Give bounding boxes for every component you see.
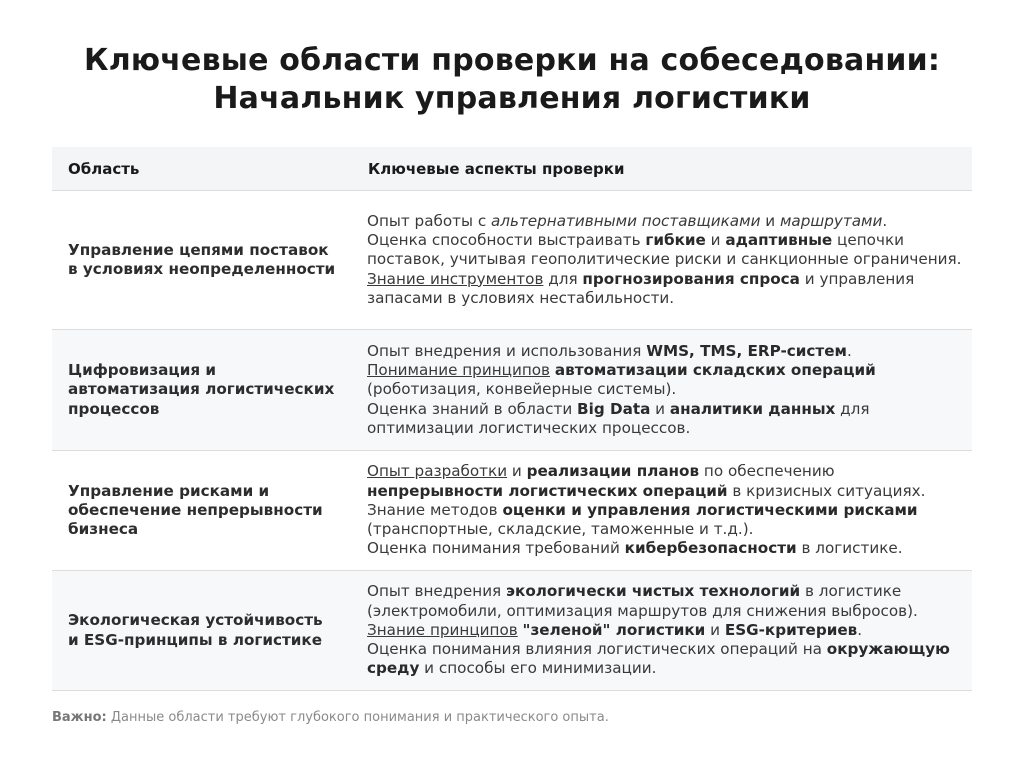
aspect-text: Опыт внедрения	[367, 582, 507, 601]
table-row	[52, 330, 972, 451]
header-aspects: Ключевые аспекты проверки	[352, 147, 972, 191]
aspect-text: Опыт работы с	[367, 211, 491, 230]
aspect-text: Оценка понимания влияния логистических операций на	[367, 640, 827, 659]
aspect-text: Big Data	[577, 399, 651, 418]
aspects-cell	[352, 571, 972, 691]
table-row	[52, 191, 972, 330]
interview-areas-table	[52, 147, 972, 691]
aspect-line	[367, 582, 966, 620]
aspect-text: и	[507, 462, 527, 481]
aspect-text: Оценка знаний в области	[367, 399, 578, 418]
aspect-text: адаптивные	[725, 231, 833, 250]
aspect-text: и	[650, 399, 670, 418]
page-title	[0, 42, 1024, 118]
aspect-line	[367, 342, 966, 361]
aspect-text: цепочки поставок, учитывая геополитические риски и санкционные ограничения.	[367, 231, 962, 269]
table-row	[52, 571, 972, 691]
aspect-text: WMS, TMS, ERP-систем	[646, 341, 847, 360]
title-line-2: Начальник управления логистики	[213, 81, 811, 116]
aspect-line	[367, 270, 966, 308]
title-line-1: Ключевые области проверки на собеседовании:	[83, 43, 941, 78]
aspect-text: Понимание принципов	[367, 361, 550, 380]
aspect-line	[367, 621, 966, 640]
aspects-cell	[352, 191, 972, 330]
aspect-text: альтернативными поставщиками	[491, 211, 761, 230]
aspects-cell	[352, 451, 972, 571]
table-row	[52, 451, 972, 571]
aspect-text: Знание принципов	[367, 620, 518, 639]
aspect-text: в кризисных ситуациях.	[727, 481, 926, 500]
aspect-text: Опыт разработки	[367, 462, 508, 481]
table-header-row	[52, 147, 972, 191]
area-cell: Управление цепями поставок в условиях неопределенности	[52, 191, 352, 330]
aspect-text: Оценка способности выстраивать	[367, 231, 646, 250]
aspect-text: Знание инструментов	[367, 269, 544, 288]
aspect-text: Знание методов	[367, 500, 503, 519]
aspect-line	[367, 400, 966, 438]
aspect-text: .	[846, 341, 852, 360]
aspect-line	[367, 212, 966, 231]
aspect-text: (транспортные, складские, таможенные и т.д.).	[367, 520, 754, 539]
aspect-text: по обеспечению	[699, 462, 835, 481]
aspect-text: кибербезопасности	[624, 539, 797, 558]
aspect-text: .	[857, 620, 863, 639]
aspect-text: непрерывности логистических операций	[367, 481, 728, 500]
aspect-line	[367, 361, 966, 399]
area-cell: Экологическая устойчивость и ESG-принципы в логистике	[52, 571, 352, 691]
aspect-text: ESG-критериев	[724, 620, 858, 639]
aspect-text: оценки и управления логистическими рисками	[502, 500, 918, 519]
aspect-line	[367, 539, 966, 558]
aspect-text: и способы его минимизации.	[419, 659, 657, 678]
aspect-text: прогнозирования спроса	[582, 269, 800, 288]
aspect-text: автоматизации складских операций	[554, 361, 876, 380]
aspect-text: в логистике (электромобили, оптимизация маршрутов для снижения выбросов).	[367, 582, 918, 620]
aspect-text: Опыт внедрения и использования	[367, 341, 647, 360]
aspect-text: Оценка понимания требований	[367, 539, 625, 558]
aspect-text: для	[543, 269, 583, 288]
aspect-line	[367, 231, 966, 269]
aspect-text: и управления запасами в условиях нестабильности.	[367, 269, 915, 307]
footnote-label: Важно:	[52, 710, 107, 725]
aspect-text: окружающую среду	[367, 640, 950, 678]
footnote-text: Данные области требуют глубокого понимания и практического опыта.	[106, 710, 609, 725]
footnote	[52, 710, 609, 725]
aspect-text: гибкие	[645, 231, 706, 250]
aspect-text: и	[705, 231, 726, 250]
aspect-text: для оптимизации логистических процессов.	[367, 399, 870, 437]
aspect-text: и	[760, 211, 780, 230]
aspect-text: и	[705, 620, 725, 639]
aspect-text: "зеленой" логистики	[522, 620, 706, 639]
aspect-text: реализации планов	[526, 462, 700, 481]
aspects-cell	[352, 330, 972, 451]
aspect-line	[367, 462, 966, 500]
area-cell: Управление рисками и обеспечение непрерывности бизнеса	[52, 451, 352, 571]
aspect-line	[367, 501, 966, 539]
aspect-text: экологически чистых технологий	[506, 582, 801, 601]
aspect-text: в логистике.	[796, 539, 903, 558]
area-cell: Цифровизация и автоматизация логистических процессов	[52, 330, 352, 451]
header-area: Область	[52, 147, 352, 191]
aspect-text: аналитики данных	[669, 399, 836, 418]
aspect-line	[367, 640, 966, 678]
aspect-text: маршрутами	[779, 211, 883, 230]
aspect-text: (роботизация, конвейерные системы).	[367, 380, 677, 399]
aspect-text: .	[882, 211, 888, 230]
